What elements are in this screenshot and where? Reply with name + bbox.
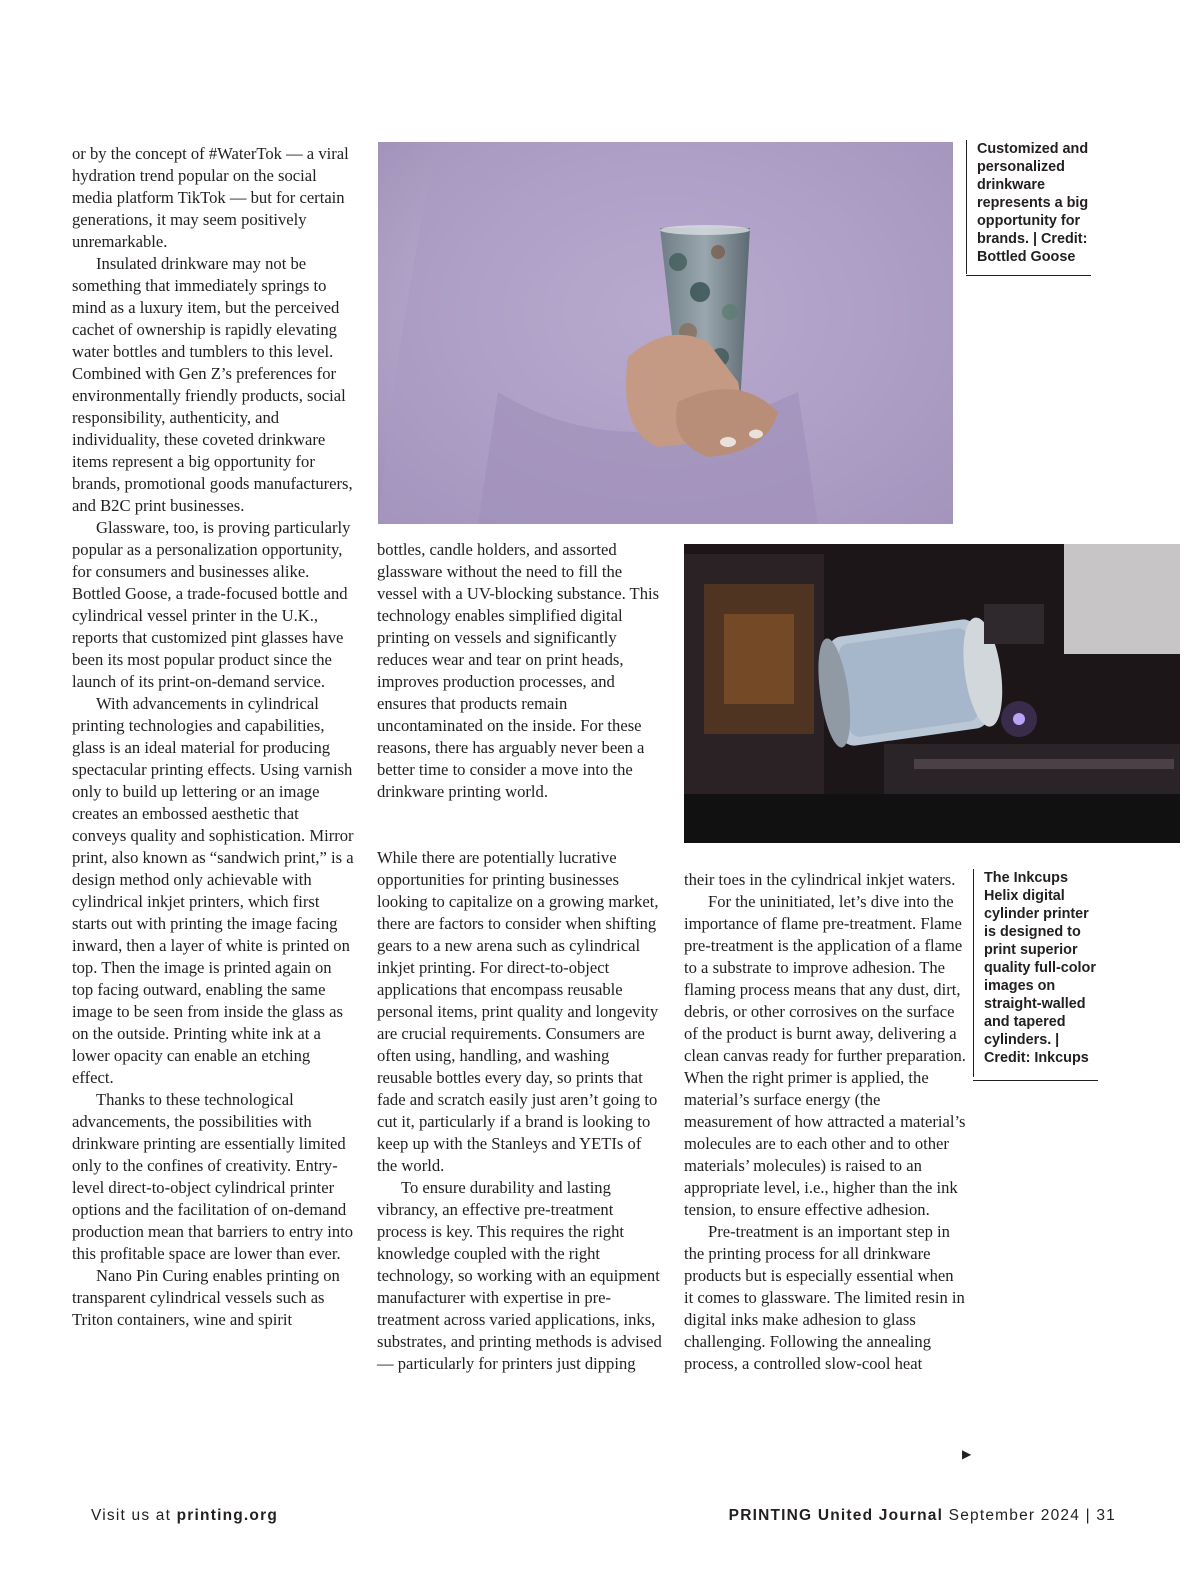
person-holding-tumbler-illustration [378, 142, 953, 524]
article-column-2-top [377, 539, 662, 803]
issue-date: September 2024 [948, 1507, 1081, 1524]
article-column-2-bottom [377, 846, 662, 1375]
paragraph: their toes in the cylindrical inkjet waters. [684, 870, 956, 889]
continue-arrow-icon: ▶ [962, 1447, 972, 1461]
printer-machine-illustration [684, 544, 1180, 843]
paragraph: With advancements in cylindrical printing technologies and capabilities, glass is an ideal material for producing spectacular printing effects. Using varnish only to build up lettering or an image creates an embossed aesthetic that conveys quality and sophistication. Mirror print, also known as “sandwich print,” is a design method only achievable with cylindrical inkjet printers, which first starts out with printing the image facing inward, then a layer of white is printed on top. Then the image is printed again on top facing outward, enabling the same image to be seen from inside the glass as on the outside. Printing white ink at a lower opacity can enable an etching effect. [72, 694, 354, 1087]
paragraph: Thanks to these technological advancements, the possibilities with drinkware printing are essentially limited only to the confines of creativity. Entry-level direct-to-object cylindrical printer options and the facilitation of on-demand production mean that barriers to entry into this profitable space are lower than ever. [72, 1090, 354, 1263]
paragraph: or by the concept of #WaterTok — a viral hydration trend popular on the social media platform TikTok — but for certain generations, it may seem positively unremarkable. [72, 144, 349, 251]
paragraph: bottles, candle holders, and assorted glassware without the need to fill the vessel with a UV-blocking substance. This technology enables simplified digital printing on vessels and significantly reduces wear and tear on print heads, improves production processes, and ensures that products remain uncontaminated on the inside. For these reasons, there has arguably never been a better time to consider a move into the drinkware printing world. [377, 540, 660, 801]
cylinder-printer-photo [684, 544, 1180, 843]
photo-caption: The Inkcups Helix digital cylinder printer is designed to print superior quality full-color images on straight-walled and tapered cylinders. | Credit: Inkcups [973, 869, 1102, 1077]
footer-website-link[interactable]: printing.org [176, 1507, 278, 1524]
caption-rule [973, 1080, 1098, 1081]
page-number: 31 [1096, 1507, 1116, 1524]
paragraph: To ensure durability and lasting vibrancy, an effective pre-treatment process is key. This requires the right knowledge coupled with the right technology, so working with an equipment manufacturer with expertise in pre-treatment across varied applications, inks, substrates, and printing methods is advised — particularly for printers just dipping [377, 1178, 662, 1373]
paragraph: Nano Pin Curing enables printing on transparent cylindrical vessels such as Triton containers, wine and spirit [72, 1266, 340, 1329]
paragraph: Insulated drinkware may not be something that immediately springs to mind as a luxury item, but the perceived cachet of ownership is rapidly elevating water bottles and tumblers to this level. Combined with Gen Z’s preferences for environmentally friendly products, social responsibility, authenticity, and individuality, these coveted drinkware items represent a big opportunity for brands, promotional goods manufacturers, and B2C print businesses. [72, 254, 353, 515]
paragraph: For the uninitiated, let’s dive into the importance of flame pre-treatment. Flame pre-treatment is the application of a flame to a substrate to improve adhesion. The flaming process means that any dust, dirt, debris, or other corrosives on the surface of the product is burnt away, delivering a clean canvas ready for further preparation. When the right primer is applied, the material’s surface energy (the measurement of how attracted a material’s molecules are to each other and to other materials’ molecules) is raised to an appropriate level, i.e., higher than the ink tension, to ensure effective adhesion. [684, 892, 966, 1219]
paragraph: While there are potentially lucrative opportunities for printing businesses looking to capitalize on a growing market, there are factors to consider when shifting gears to a new arena such as cylindrical inkjet printing. For direct-to-object applications that encompass reusable personal items, print quality and longevity are crucial requirements. Consumers are often using, handling, and washing reusable bottles every day, so prints that fade and scratch easily just aren’t going to cut it, particularly if a brand is looking to keep up with the Stanleys and YETIs of the world. [377, 848, 659, 1175]
paragraph: Glassware, too, is proving particularly popular as a personalization opportunity, for consumers and businesses alike. Bottled Goose, a trade-focused bottle and cylindrical vessel printer in the U.K., reports that customized pint glasses have been its most popular product since the launch of its print-on-demand service. [72, 518, 351, 691]
footer-separator: | [1085, 1507, 1091, 1524]
caption-rule [966, 275, 1091, 276]
footer-right [729, 1507, 1116, 1525]
footer-visit-label: Visit us at [91, 1507, 172, 1524]
article-column-1 [72, 143, 354, 1331]
publication-name: PRINTING United Journal [728, 1507, 944, 1524]
footer-left [91, 1507, 278, 1525]
photo-caption: Customized and personalized drinkware represents a big opportunity for brands. | Credit: Bottled Goose [966, 140, 1105, 274]
paragraph: Pre-treatment is an important step in the printing process for all drinkware products but is especially essential when it comes to glassware. The limited resin in digital inks make adhesion to glass challenging. Following the annealing process, a controlled slow-cool heat [684, 1222, 965, 1373]
drinkware-photo [378, 142, 953, 524]
article-column-3 [684, 869, 966, 1375]
